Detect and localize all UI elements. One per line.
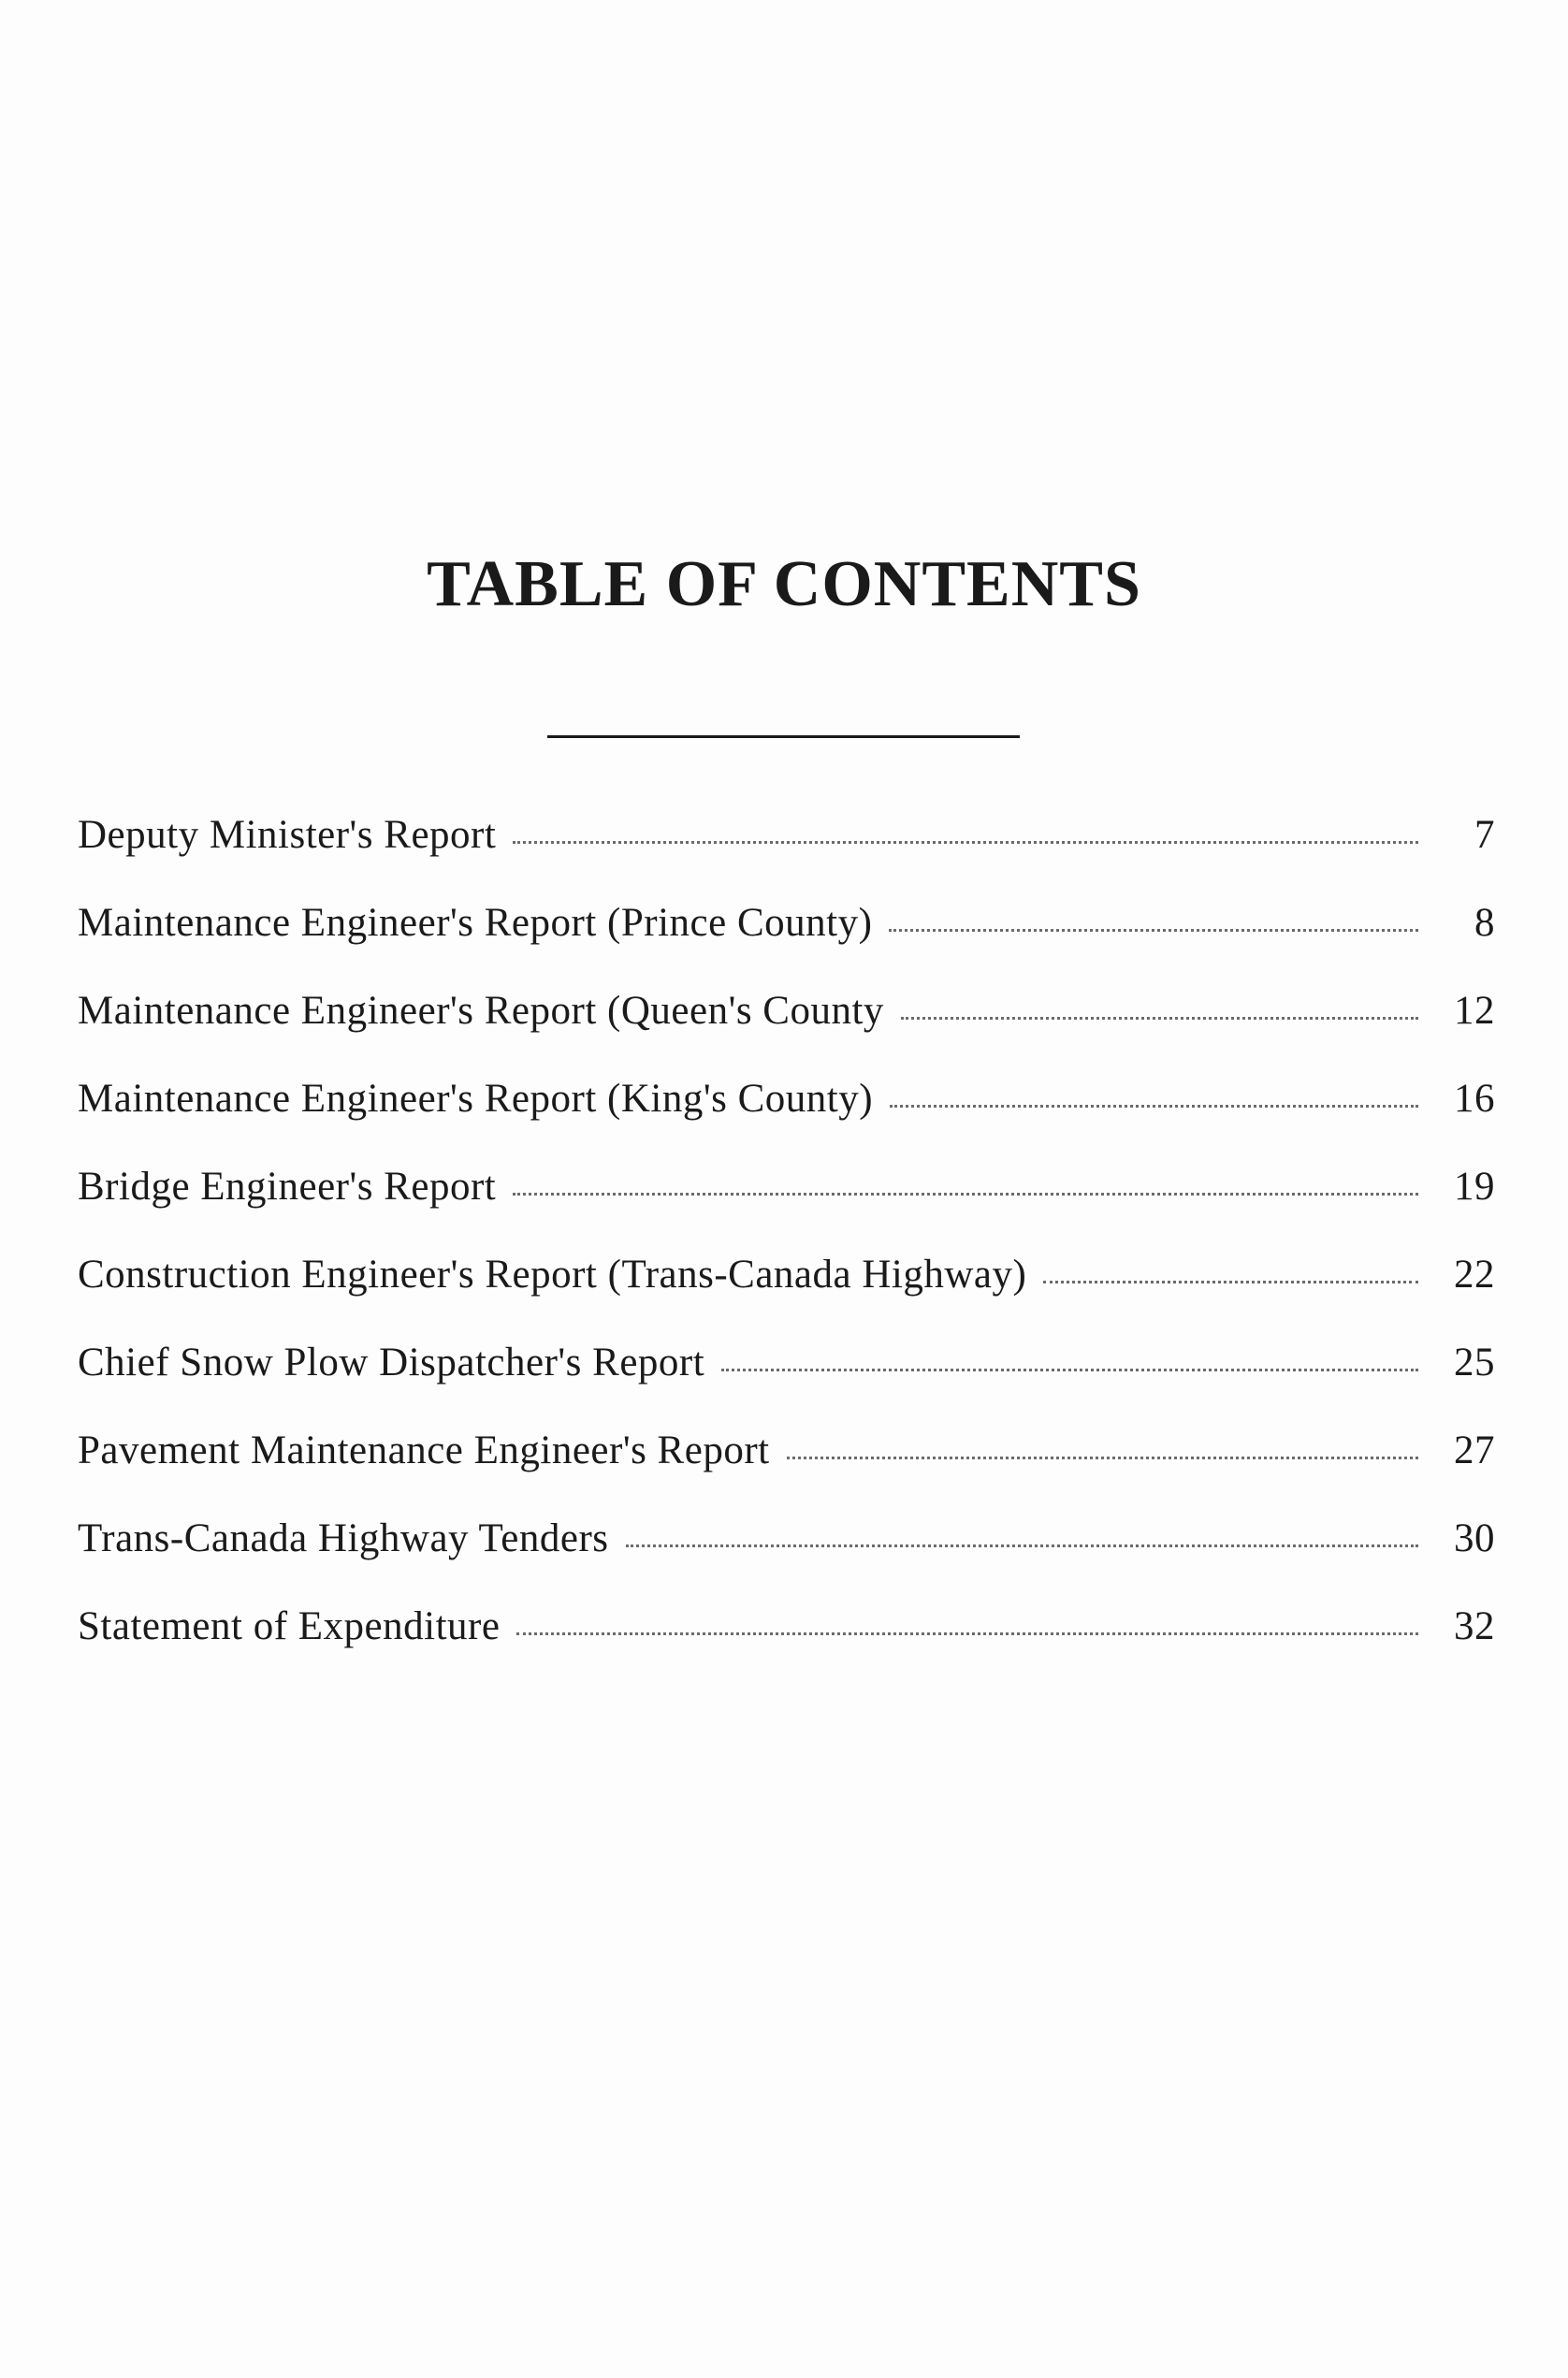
dot-leader: [516, 1632, 1418, 1635]
toc-entry[interactable]: [78, 988, 1495, 1076]
toc-entry-page: 22: [1454, 1253, 1495, 1297]
dot-leader: [1043, 1281, 1418, 1283]
dot-leader: [889, 929, 1418, 932]
toc-entry-label: Bridge Engineer's Report: [78, 1165, 497, 1209]
dot-leader: [890, 1105, 1418, 1108]
page-title: TABLE OF CONTENTS: [427, 548, 1141, 620]
toc-entry-label: Chief Snow Plow Dispatcher's Report: [78, 1341, 705, 1385]
dot-leader: [626, 1544, 1419, 1547]
toc-entry[interactable]: [78, 1076, 1495, 1164]
toc-entry-label: Deputy Minister's Report: [78, 813, 497, 857]
toc-entry[interactable]: [78, 1515, 1495, 1603]
toc-entry[interactable]: [78, 812, 1495, 900]
dot-leader: [513, 1193, 1418, 1196]
toc-entry-page: 16: [1454, 1077, 1495, 1121]
toc-entry-label: Construction Engineer's Report (Trans-Canada Highway): [78, 1253, 1027, 1297]
toc-entry[interactable]: [78, 1603, 1495, 1691]
toc-entry-page: 12: [1454, 989, 1495, 1033]
dot-leader: [721, 1369, 1418, 1371]
toc-entry-page: 19: [1454, 1165, 1495, 1209]
title-divider: [547, 735, 1020, 738]
toc-entry-page: 32: [1454, 1604, 1495, 1648]
toc-entry[interactable]: [78, 1252, 1495, 1340]
toc-entry-page: 30: [1454, 1516, 1495, 1560]
toc-entry-page: 7: [1474, 813, 1495, 857]
toc-entry[interactable]: [78, 1428, 1495, 1515]
toc-entry-page: 8: [1474, 901, 1495, 945]
toc-entry[interactable]: [78, 1340, 1495, 1428]
toc-entry[interactable]: [78, 900, 1495, 988]
toc-entry-label: Trans-Canada Highway Tenders: [78, 1516, 609, 1560]
toc-entry-page: 25: [1454, 1341, 1495, 1385]
toc-entry[interactable]: [78, 1164, 1495, 1252]
toc-entry-label: Statement of Expenditure: [78, 1604, 501, 1648]
toc-entry-label: Maintenance Engineer's Report (Prince County): [78, 901, 873, 945]
toc-entry-label: Maintenance Engineer's Report (Queen's County: [78, 989, 884, 1033]
toc-entry-label: Pavement Maintenance Engineer's Report: [78, 1428, 770, 1472]
dot-leader: [787, 1457, 1418, 1459]
dot-leader: [513, 841, 1418, 844]
toc-entry-label: Maintenance Engineer's Report (King's County): [78, 1077, 874, 1121]
dot-leader: [901, 1017, 1418, 1020]
table-of-contents: [78, 812, 1495, 1691]
toc-entry-page: 27: [1454, 1428, 1495, 1472]
